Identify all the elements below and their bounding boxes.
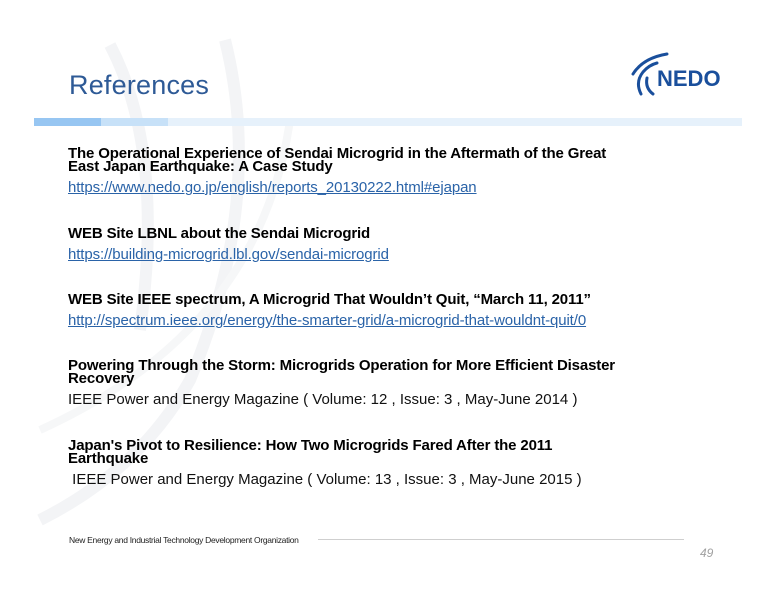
reference-title-line: Earthquake bbox=[68, 450, 149, 467]
accent-bar-segment bbox=[168, 118, 742, 126]
nedo-logo-icon bbox=[627, 50, 737, 100]
reference-source: IEEE Power and Energy Magazine ( Volume: 12 , Issue: 3 , May-June 2014 ) bbox=[68, 391, 578, 408]
reference-title: WEB Site IEEE spectrum, A Microgrid That Wouldn’t Quit, “March 11, 2011” bbox=[68, 291, 591, 308]
footer-organization: New Energy and Industrial Technology Development Organization bbox=[69, 535, 299, 545]
reference-link[interactable]: https://building-microgrid.lbl.gov/sendai-microgrid bbox=[68, 246, 389, 263]
reference-item bbox=[68, 147, 606, 197]
reference-title-line: Recovery bbox=[68, 370, 135, 387]
page-number: 49 bbox=[700, 546, 714, 560]
reference-item bbox=[68, 227, 389, 264]
svg-text:NEDO: NEDO bbox=[657, 66, 721, 91]
reference-item bbox=[68, 439, 582, 488]
reference-title-line: The Operational Experience of Sendai Microgrid in the Aftermath of the Great bbox=[68, 145, 607, 162]
reference-link[interactable]: http://spectrum.ieee.org/energy/the-smarter-grid/a-microgrid-that-wouldnt-quit/0 bbox=[68, 312, 587, 329]
accent-bar-segment bbox=[34, 118, 101, 126]
reference-item bbox=[68, 293, 591, 330]
reference-title: WEB Site LBNL about the Sendai Microgrid bbox=[68, 225, 371, 242]
reference-title bbox=[68, 147, 606, 173]
footer-divider bbox=[318, 539, 684, 540]
reference-item bbox=[68, 359, 615, 408]
page-title: References bbox=[69, 70, 210, 100]
accent-bar-segment bbox=[101, 118, 168, 126]
reference-source: IEEE Power and Energy Magazine ( Volume: 13 , Issue: 3 , May-June 2015 ) bbox=[68, 471, 582, 488]
reference-title bbox=[68, 439, 582, 465]
reference-title-line: Powering Through the Storm: Microgrids Operation for More Efficient Disaster bbox=[68, 357, 615, 374]
reference-title-line: East Japan Earthquake: A Case Study bbox=[68, 158, 333, 175]
reference-title bbox=[68, 359, 615, 385]
reference-link[interactable]: https://www.nedo.go.jp/english/reports_20130222.html#ejapan bbox=[68, 179, 477, 196]
reference-title-line: Japan's Pivot to Resilience: How Two Microgrids Fared After the 2011 bbox=[68, 437, 553, 454]
